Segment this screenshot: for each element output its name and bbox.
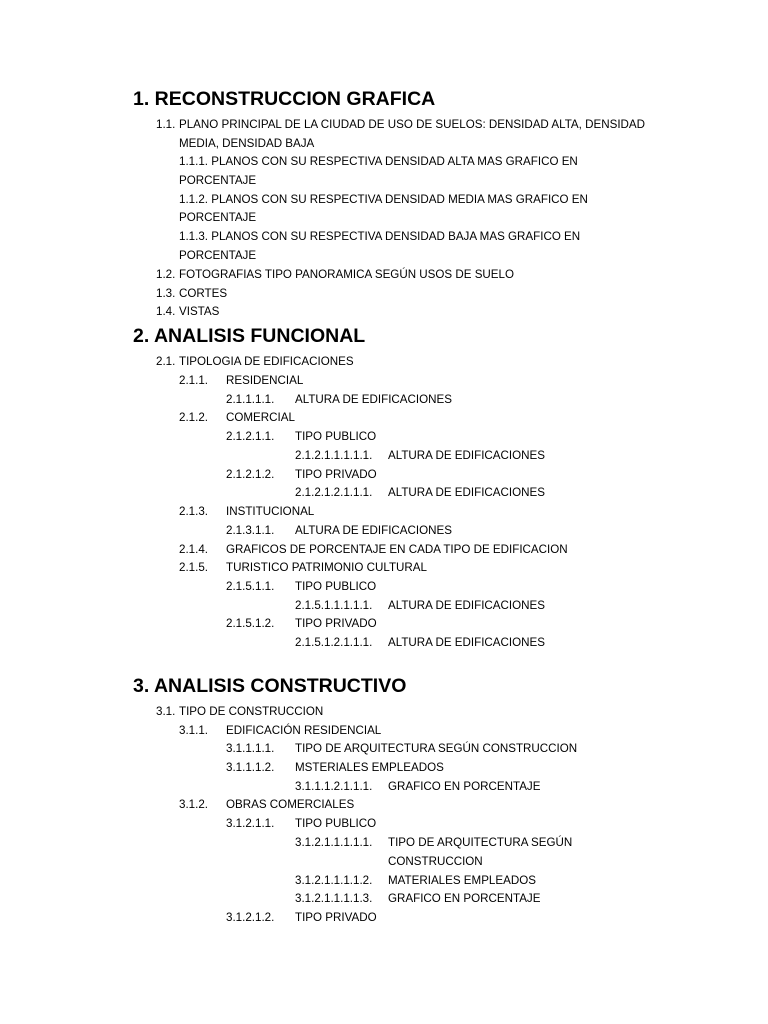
outline-text: PORCENTAJE [179,249,257,262]
outline-item [0,115,768,134]
outline-text: ALTURA DE EDIFICACIONES [388,449,545,462]
outline-text: TIPO PUBLICO [295,430,377,443]
section-heading: 3. ANALISIS CONSTRUCTIVO [133,675,407,697]
outline-item [0,408,768,427]
outline-number: 3.1.2.1.1.1.1.3. [295,892,373,905]
outline-text: TIPOLOGIA DE EDIFICACIONES [179,355,354,368]
outline-text: VISTAS [179,305,220,318]
outline-number: 2.1.4. [179,543,209,556]
outline-text: ALTURA DE EDIFICACIONES [388,599,545,612]
outline-text: GRAFICO EN PORCENTAJE [388,780,541,793]
outline-text: INSTITUCIONAL [226,505,315,518]
outline-number: 2.1. [156,355,176,368]
outline-item [0,208,768,227]
outline-text: COMERCIAL [226,411,295,424]
outline-number: 3.1.1.1.2.1.1.1. [295,780,373,793]
outline-item [0,390,768,409]
outline-item [0,171,768,190]
outline-number: 1.4. [156,305,176,318]
outline-text: MSTERIALES EMPLEADOS [295,761,444,774]
outline-item [0,721,768,740]
outline-item [0,908,768,927]
outline-number: 2.1.2. [179,411,209,424]
outline-item [0,540,768,559]
section-heading: 2. ANALISIS FUNCIONAL [133,325,366,347]
outline-number: 3.1.2.1.1. [226,817,275,830]
outline-item [0,371,768,390]
outline-number: 2.1.3. [179,505,209,518]
outline-text: MEDIA, DENSIDAD BAJA [179,137,315,150]
outline-number: 3.1.2.1.1.1.1.2. [295,874,373,887]
outline-item [0,871,768,890]
outline-number: 3.1.1.1.2. [226,761,275,774]
outline-item [0,246,768,265]
outline-number: 2.1.3.1.1. [226,524,275,537]
outline-item [0,577,768,596]
outline-number: 2.1.1. [179,374,209,387]
outline-text: TIPO PUBLICO [295,817,377,830]
outline-item [0,833,768,852]
outline-item [0,227,768,246]
outline-item [0,284,768,303]
outline-text: ALTURA DE EDIFICACIONES [295,393,452,406]
outline-text: TIPO DE ARQUITECTURA SEGÚN [388,836,573,849]
outline-item [0,702,768,721]
outline-text: ALTURA DE EDIFICACIONES [295,524,452,537]
outline-text: MATERIALES EMPLEADOS [388,874,536,887]
outline-number: 3.1.2.1.2. [226,911,275,924]
outline-item [0,814,768,833]
outline-number: 3.1.2.1.1.1.1.1. [295,836,373,849]
outline-text: PORCENTAJE [179,211,257,224]
outline-number: 1.1. [156,118,176,131]
outline-number: 1.2. [156,268,176,281]
outline-number: 3.1.1. [179,724,209,737]
outline-item [0,465,768,484]
outline-number: 2.1.2.1.1. [226,430,275,443]
outline-item [0,596,768,615]
outline-number: 3.1.2. [179,798,209,811]
outline-text: RESIDENCIAL [226,374,304,387]
outline-item [0,558,768,577]
outline-text: GRAFICO EN PORCENTAJE [388,892,541,905]
outline-item [0,446,768,465]
outline-number: 2.1.5.1.1.1.1.1. [295,599,373,612]
outline-item [0,614,768,633]
outline-number: 3.1.1.1.1. [226,742,275,755]
outline-item [0,302,768,321]
outline-text: TIPO PRIVADO [295,911,377,924]
outline-item [0,502,768,521]
outline-number: 3.1. [156,705,176,718]
outline-number: 2.1.1.1.1. [226,393,275,406]
outline-text: EDIFICACIÓN RESIDENCIAL [226,724,382,737]
outline-item [0,633,768,652]
outline-item [0,483,768,502]
outline-item [0,134,768,153]
outline-item [0,427,768,446]
outline-item [0,352,768,371]
outline-text: PORCENTAJE [179,174,257,187]
outline-text: 1.1.1. PLANOS CON SU RESPECTIVA DENSIDAD ALTA MAS GRAFICO EN [179,155,578,168]
outline-item [0,852,768,871]
outline-item [0,521,768,540]
outline-item [0,265,768,284]
outline-number: 2.1.2.1.2. [226,468,275,481]
outline-number: 2.1.5.1.1. [226,580,275,593]
outline-number: 2.1.2.1.2.1.1.1. [295,486,373,499]
outline-text: TURISTICO PATRIMONIO CULTURAL [226,561,427,574]
outline-item [0,795,768,814]
outline-item [0,152,768,171]
outline-text: PLANO PRINCIPAL DE LA CIUDAD DE USO DE SUELOS: DENSIDAD ALTA, DENSIDAD [179,118,646,131]
outline-number: 1.3. [156,287,176,300]
outline-item [0,889,768,908]
outline-text: GRAFICOS DE PORCENTAJE EN CADA TIPO DE EDIFICACION [226,543,568,556]
outline-item [0,777,768,796]
outline-item [0,758,768,777]
outline-text: OBRAS COMERCIALES [226,798,355,811]
outline-text: FOTOGRAFIAS TIPO PANORAMICA SEGÚN USOS DE SUELO [179,268,514,281]
outline-text: TIPO DE CONSTRUCCION [179,705,324,718]
outline-number: 2.1.5.1.2. [226,617,275,630]
outline-text: 1.1.3. PLANOS CON SU RESPECTIVA DENSIDAD BAJA MAS GRAFICO EN [179,230,581,243]
outline-text: TIPO DE ARQUITECTURA SEGÚN CONSTRUCCION [295,742,578,755]
outline-text: TIPO PRIVADO [295,468,377,481]
outline-number: 2.1.2.1.1.1.1.1. [295,449,373,462]
outline-number: 2.1.5.1.2.1.1.1. [295,636,373,649]
outline-text: 1.1.2. PLANOS CON SU RESPECTIVA DENSIDAD MEDIA MAS GRAFICO EN [179,193,588,206]
section-heading: 1. RECONSTRUCCION GRAFICA [133,88,436,110]
outline-item [0,190,768,209]
outline-text: ALTURA DE EDIFICACIONES [388,486,545,499]
outline-text: TIPO PUBLICO [295,580,377,593]
outline-text: TIPO PRIVADO [295,617,377,630]
outline-text: ALTURA DE EDIFICACIONES [388,636,545,649]
outline-text: CORTES [179,287,228,300]
outline-number: 2.1.5. [179,561,209,574]
outline-text: CONSTRUCCION [388,855,483,868]
outline-item [0,739,768,758]
